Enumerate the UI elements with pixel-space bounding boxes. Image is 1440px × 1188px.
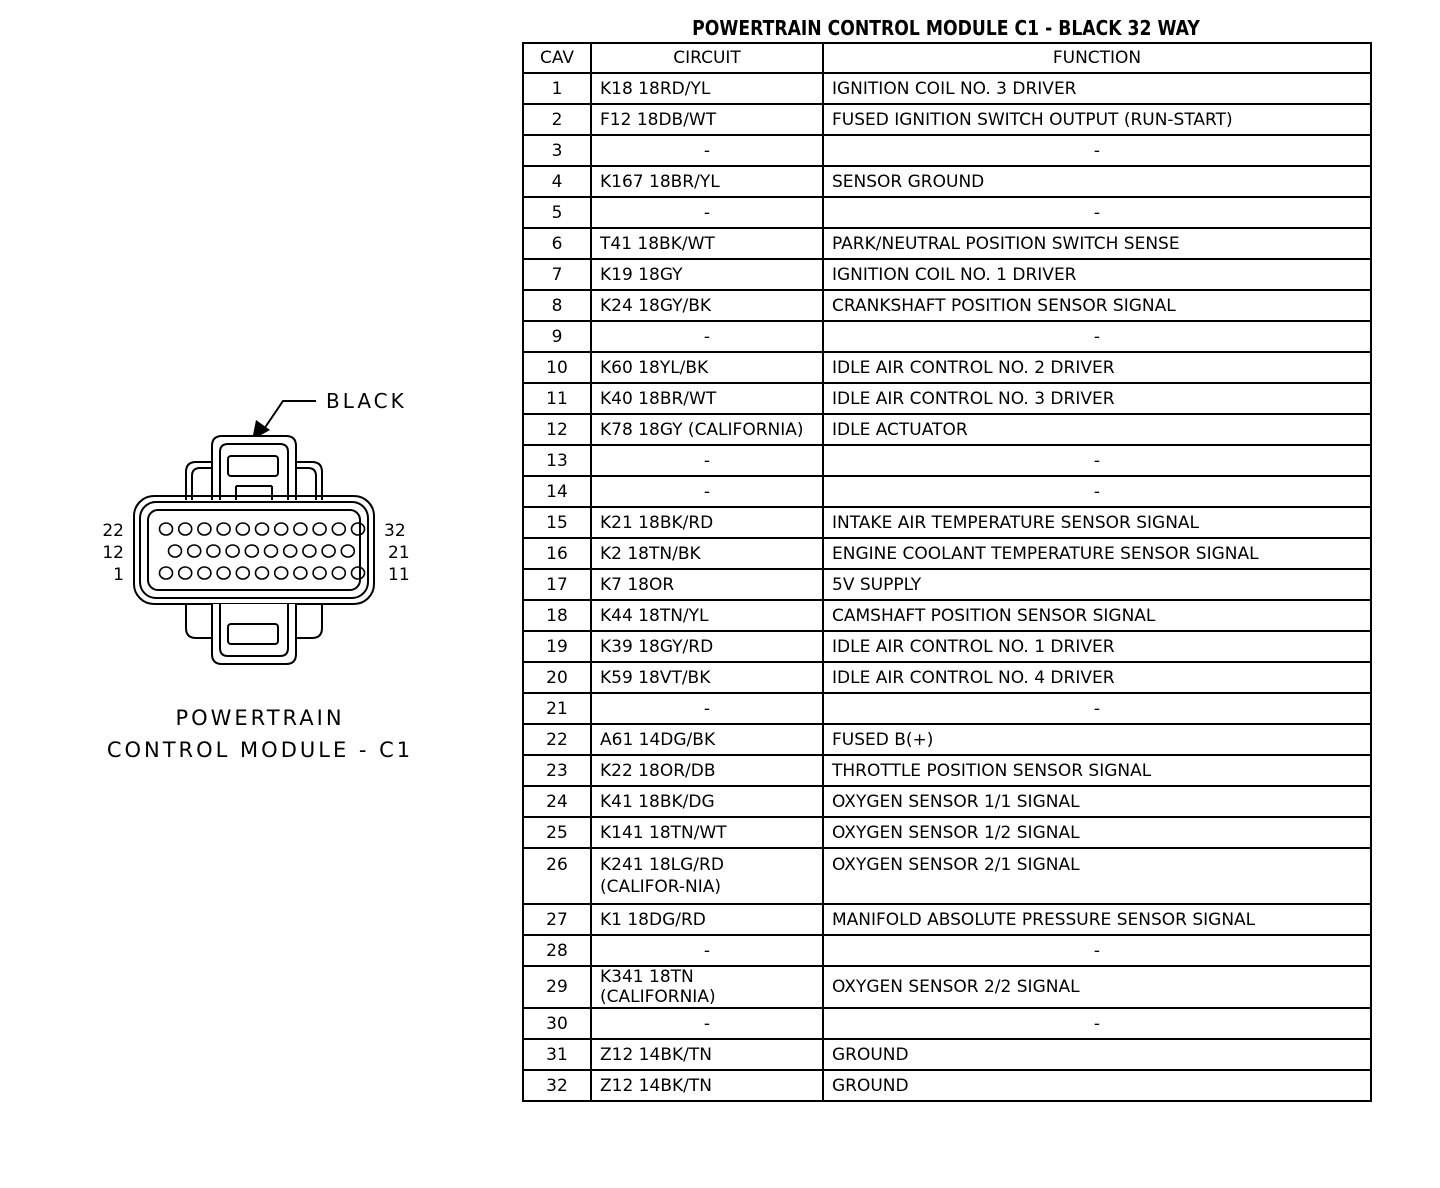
table-row xyxy=(523,755,1371,786)
pin-hole xyxy=(275,523,288,535)
function-cell: IDLE AIR CONTROL NO. 4 DRIVER xyxy=(823,662,1371,693)
function-cell: - xyxy=(823,135,1371,166)
pin-label-12: 12 xyxy=(102,543,124,563)
pin-hole xyxy=(284,545,297,557)
table-row xyxy=(523,569,1371,600)
circuit-cell: K2 18TN/BK xyxy=(591,538,823,569)
pin-hole xyxy=(322,545,335,557)
function-cell: - xyxy=(823,935,1371,966)
cav-cell: 27 xyxy=(523,904,591,935)
cav-cell: 2 xyxy=(523,104,591,135)
cav-cell: 25 xyxy=(523,817,591,848)
connector-body xyxy=(134,496,374,604)
function-cell: SENSOR GROUND xyxy=(823,166,1371,197)
function-cell: ENGINE COOLANT TEMPERATURE SENSOR SIGNAL xyxy=(823,538,1371,569)
cav-cell: 15 xyxy=(523,507,591,538)
pin-hole xyxy=(275,567,288,579)
function-cell: PARK/NEUTRAL POSITION SWITCH SENSE xyxy=(823,228,1371,259)
circuit-cell: K59 18VT/BK xyxy=(591,662,823,693)
header-function: FUNCTION xyxy=(823,43,1371,73)
table-row xyxy=(523,662,1371,693)
pin-label-21: 21 xyxy=(388,543,410,563)
table-row xyxy=(523,383,1371,414)
circuit-cell: K19 18GY xyxy=(591,259,823,290)
cav-cell: 3 xyxy=(523,135,591,166)
function-cell: CRANKSHAFT POSITION SENSOR SIGNAL xyxy=(823,290,1371,321)
cav-cell: 23 xyxy=(523,755,591,786)
circuit-cell: - xyxy=(591,321,823,352)
table-row xyxy=(523,197,1371,228)
function-cell: IDLE AIR CONTROL NO. 2 DRIVER xyxy=(823,352,1371,383)
cav-cell: 12 xyxy=(523,414,591,445)
circuit-cell: K7 18OR xyxy=(591,569,823,600)
table-row xyxy=(523,104,1371,135)
function-cell: IGNITION COIL NO. 1 DRIVER xyxy=(823,259,1371,290)
table-row xyxy=(523,904,1371,935)
circuit-cell: K41 18BK/DG xyxy=(591,786,823,817)
table-row xyxy=(523,538,1371,569)
circuit-cell: K21 18BK/RD xyxy=(591,507,823,538)
connector-diagram xyxy=(0,0,520,1188)
table-row xyxy=(523,817,1371,848)
function-cell: INTAKE AIR TEMPERATURE SENSOR SIGNAL xyxy=(823,507,1371,538)
circuit-cell: K18 18RD/YL xyxy=(591,73,823,104)
cav-cell: 14 xyxy=(523,476,591,507)
circuit-cell: A61 14DG/BK xyxy=(591,724,823,755)
cav-cell: 7 xyxy=(523,259,591,290)
table-row xyxy=(523,414,1371,445)
bottom-latch xyxy=(186,604,322,664)
cav-cell: 31 xyxy=(523,1039,591,1070)
cav-cell: 8 xyxy=(523,290,591,321)
pin-hole xyxy=(352,567,365,579)
pin-hole xyxy=(341,545,354,557)
function-cell: FUSED IGNITION SWITCH OUTPUT (RUN-START) xyxy=(823,104,1371,135)
cav-cell: 17 xyxy=(523,569,591,600)
pin-hole xyxy=(313,523,326,535)
pin-label-32: 32 xyxy=(384,521,406,541)
table-row xyxy=(523,1070,1371,1101)
cav-cell: 6 xyxy=(523,228,591,259)
cav-cell: 28 xyxy=(523,935,591,966)
circuit-cell: K40 18BR/WT xyxy=(591,383,823,414)
table-row xyxy=(523,352,1371,383)
pin-hole xyxy=(179,523,192,535)
function-cell: IGNITION COIL NO. 3 DRIVER xyxy=(823,73,1371,104)
pin-label-22: 22 xyxy=(102,521,124,541)
circuit-cell: K78 18GY (CALIFORNIA) xyxy=(591,414,823,445)
circuit-cell: T41 18BK/WT xyxy=(591,228,823,259)
table-row xyxy=(523,321,1371,352)
cav-cell: 19 xyxy=(523,631,591,662)
circuit-cell: - xyxy=(591,476,823,507)
function-cell: MANIFOLD ABSOLUTE PRESSURE SENSOR SIGNAL xyxy=(823,904,1371,935)
cav-cell: 21 xyxy=(523,693,591,724)
table-row xyxy=(523,290,1371,321)
function-cell: - xyxy=(823,445,1371,476)
pin-hole xyxy=(236,523,249,535)
function-cell: - xyxy=(823,1008,1371,1039)
pin-hole xyxy=(217,567,230,579)
circuit-cell: - xyxy=(591,445,823,476)
connector-caption-line2: CONTROL MODULE - C1 xyxy=(106,738,414,762)
pin-hole xyxy=(198,523,211,535)
table-row xyxy=(523,786,1371,817)
pin-hole xyxy=(207,545,220,557)
table-row xyxy=(523,166,1371,197)
function-cell: - xyxy=(823,197,1371,228)
connector-caption-line1: POWERTRAIN xyxy=(175,706,345,730)
cav-cell: 30 xyxy=(523,1008,591,1039)
cav-cell: 32 xyxy=(523,1070,591,1101)
pin-hole xyxy=(188,545,201,557)
circuit-cell: K60 18YL/BK xyxy=(591,352,823,383)
table-row xyxy=(523,693,1371,724)
table-row xyxy=(523,1008,1371,1039)
connector-color-label: BLACK xyxy=(326,389,407,413)
function-cell: OXYGEN SENSOR 1/2 SIGNAL xyxy=(823,817,1371,848)
table-row xyxy=(523,445,1371,476)
pin-hole xyxy=(332,523,345,535)
function-cell: - xyxy=(823,693,1371,724)
circuit-cell: K241 18LG/RD (CALIFOR-NIA) xyxy=(591,848,823,904)
cav-cell: 24 xyxy=(523,786,591,817)
pin-hole xyxy=(303,545,316,557)
table-row xyxy=(523,600,1371,631)
table-row xyxy=(523,507,1371,538)
pin-hole xyxy=(294,567,307,579)
function-cell: GROUND xyxy=(823,1039,1371,1070)
table-row xyxy=(523,228,1371,259)
table-row xyxy=(523,476,1371,507)
table-title: POWERTRAIN CONTROL MODULE C1 - BLACK 32 WAY xyxy=(692,16,1200,40)
cav-cell: 1 xyxy=(523,73,591,104)
circuit-cell: F12 18DB/WT xyxy=(591,104,823,135)
cav-cell: 4 xyxy=(523,166,591,197)
table-row xyxy=(523,724,1371,755)
pin-hole xyxy=(313,567,326,579)
table-row xyxy=(523,935,1371,966)
pin-grid xyxy=(160,523,365,579)
circuit-cell: K24 18GY/BK xyxy=(591,290,823,321)
header-circuit: CIRCUIT xyxy=(591,43,823,73)
leader-line xyxy=(262,401,316,432)
pin-hole xyxy=(217,523,230,535)
circuit-cell: - xyxy=(591,693,823,724)
cav-cell: 26 xyxy=(523,848,591,904)
pin-hole xyxy=(256,523,269,535)
circuit-cell: K141 18TN/WT xyxy=(591,817,823,848)
circuit-cell: K1 18DG/RD xyxy=(591,904,823,935)
table-row xyxy=(523,966,1371,1008)
pin-hole xyxy=(265,545,278,557)
pin-hole xyxy=(169,545,182,557)
pin-label-1: 1 xyxy=(113,565,124,585)
function-cell: OXYGEN SENSOR 2/1 SIGNAL xyxy=(823,848,1371,904)
circuit-cell: K341 18TN (CALIFORNIA) xyxy=(591,966,823,1008)
function-cell: GROUND xyxy=(823,1070,1371,1101)
function-cell: 5V SUPPLY xyxy=(823,569,1371,600)
circuit-cell: K44 18TN/YL xyxy=(591,600,823,631)
function-cell: FUSED B(+) xyxy=(823,724,1371,755)
table-row xyxy=(523,135,1371,166)
circuit-cell: - xyxy=(591,935,823,966)
table-header-row xyxy=(523,43,1371,73)
cav-cell: 20 xyxy=(523,662,591,693)
cav-cell: 10 xyxy=(523,352,591,383)
cav-cell: 9 xyxy=(523,321,591,352)
cav-cell: 16 xyxy=(523,538,591,569)
pin-hole xyxy=(352,523,365,535)
circuit-cell: - xyxy=(591,1008,823,1039)
function-cell: OXYGEN SENSOR 1/1 SIGNAL xyxy=(823,786,1371,817)
pin-hole xyxy=(245,545,258,557)
table-row xyxy=(523,259,1371,290)
function-cell: OXYGEN SENSOR 2/2 SIGNAL xyxy=(823,966,1371,1008)
pin-hole xyxy=(198,567,211,579)
header-cav: CAV xyxy=(523,43,591,73)
function-cell: THROTTLE POSITION SENSOR SIGNAL xyxy=(823,755,1371,786)
table-row xyxy=(523,73,1371,104)
pin-hole xyxy=(226,545,239,557)
pin-hole xyxy=(236,567,249,579)
pin-hole xyxy=(332,567,345,579)
circuit-cell: K39 18GY/RD xyxy=(591,631,823,662)
pin-hole xyxy=(294,523,307,535)
circuit-cell: K167 18BR/YL xyxy=(591,166,823,197)
pin-hole xyxy=(256,567,269,579)
cav-cell: 22 xyxy=(523,724,591,755)
function-cell: IDLE AIR CONTROL NO. 3 DRIVER xyxy=(823,383,1371,414)
pin-hole xyxy=(160,523,173,535)
circuit-cell: - xyxy=(591,135,823,166)
pinout-table-body xyxy=(523,73,1371,1101)
function-cell: CAMSHAFT POSITION SENSOR SIGNAL xyxy=(823,600,1371,631)
table-row xyxy=(523,631,1371,662)
function-cell: IDLE AIR CONTROL NO. 1 DRIVER xyxy=(823,631,1371,662)
circuit-cell: Z12 14BK/TN xyxy=(591,1070,823,1101)
cav-cell: 5 xyxy=(523,197,591,228)
circuit-cell: Z12 14BK/TN xyxy=(591,1039,823,1070)
function-cell: IDLE ACTUATOR xyxy=(823,414,1371,445)
pin-label-11: 11 xyxy=(388,565,410,585)
table-row xyxy=(523,1039,1371,1070)
pin-hole xyxy=(160,567,173,579)
cav-cell: 29 xyxy=(523,966,591,1008)
cav-cell: 13 xyxy=(523,445,591,476)
cav-cell: 11 xyxy=(523,383,591,414)
function-cell: - xyxy=(823,476,1371,507)
cav-cell: 18 xyxy=(523,600,591,631)
top-latch xyxy=(212,436,296,500)
circuit-cell: K22 18OR/DB xyxy=(591,755,823,786)
pinout-table xyxy=(522,42,1372,1102)
function-cell: - xyxy=(823,321,1371,352)
table-row xyxy=(523,848,1371,904)
circuit-cell: - xyxy=(591,197,823,228)
pin-hole xyxy=(179,567,192,579)
